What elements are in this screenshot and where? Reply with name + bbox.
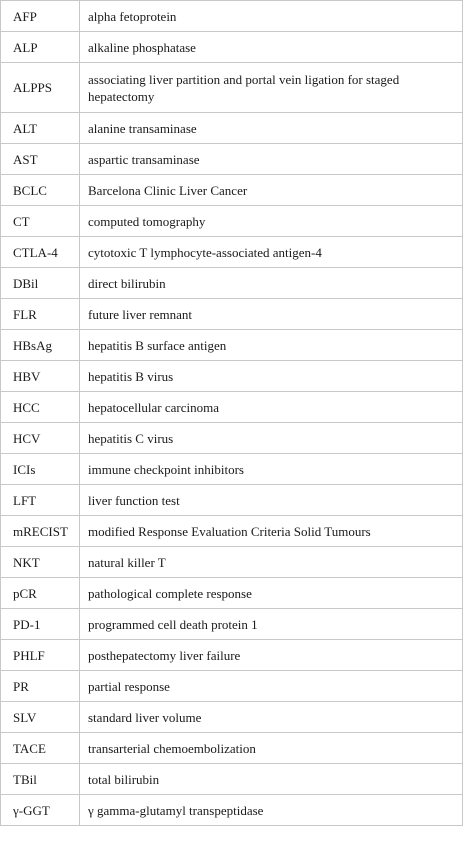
table-row: [1, 206, 463, 237]
definition-cell: Barcelona Clinic Liver Cancer: [80, 175, 463, 206]
table-row: [1, 578, 463, 609]
definition-cell: natural killer T: [80, 547, 463, 578]
abbreviation-cell: TBil: [1, 764, 80, 795]
table-row: [1, 764, 463, 795]
definition-cell: hepatitis C virus: [80, 423, 463, 454]
table-row: [1, 1, 463, 32]
table-row: [1, 702, 463, 733]
definition-cell: liver function test: [80, 485, 463, 516]
abbreviation-cell: HBV: [1, 361, 80, 392]
table-row: [1, 237, 463, 268]
definition-cell: alkaline phosphatase: [80, 32, 463, 63]
table-row: [1, 609, 463, 640]
definition-cell: alpha fetoprotein: [80, 1, 463, 32]
table-row: [1, 516, 463, 547]
definition-cell: hepatitis B virus: [80, 361, 463, 392]
definition-cell: future liver remnant: [80, 299, 463, 330]
abbreviation-cell: DBil: [1, 268, 80, 299]
abbreviation-cell: AFP: [1, 1, 80, 32]
definition-cell: hepatocellular carcinoma: [80, 392, 463, 423]
abbreviation-cell: FLR: [1, 299, 80, 330]
table-row: [1, 299, 463, 330]
definition-cell: immune checkpoint inhibitors: [80, 454, 463, 485]
table-row: [1, 144, 463, 175]
abbreviation-cell: BCLC: [1, 175, 80, 206]
definition-cell: pathological complete response: [80, 578, 463, 609]
definition-cell: aspartic transaminase: [80, 144, 463, 175]
definition-cell: total bilirubin: [80, 764, 463, 795]
definition-cell: alanine transaminase: [80, 113, 463, 144]
table-row: [1, 63, 463, 113]
definition-cell: programmed cell death protein 1: [80, 609, 463, 640]
abbreviation-cell: ICIs: [1, 454, 80, 485]
definition-cell: associating liver partition and portal vein ligation for staged hepatectomy: [80, 63, 463, 113]
abbreviation-cell: SLV: [1, 702, 80, 733]
definition-cell: posthepatectomy liver failure: [80, 640, 463, 671]
abbreviation-cell: ALPPS: [1, 63, 80, 113]
table-row: [1, 175, 463, 206]
table-row: [1, 733, 463, 764]
table-row: [1, 485, 463, 516]
abbreviation-cell: AST: [1, 144, 80, 175]
table-row: [1, 392, 463, 423]
abbreviation-cell: HCV: [1, 423, 80, 454]
abbreviation-cell: TACE: [1, 733, 80, 764]
abbreviation-cell: mRECIST: [1, 516, 80, 547]
definition-cell: partial response: [80, 671, 463, 702]
table-row: [1, 361, 463, 392]
abbreviation-cell: PHLF: [1, 640, 80, 671]
table-row: [1, 268, 463, 299]
abbreviation-cell: HCC: [1, 392, 80, 423]
abbreviation-cell: PR: [1, 671, 80, 702]
abbreviation-cell: HBsAg: [1, 330, 80, 361]
definition-cell: γ gamma-glutamyl transpeptidase: [80, 795, 463, 826]
definition-cell: computed tomography: [80, 206, 463, 237]
definition-cell: direct bilirubin: [80, 268, 463, 299]
abbreviation-cell: ALP: [1, 32, 80, 63]
abbreviation-cell: PD-1: [1, 609, 80, 640]
definition-cell: cytotoxic T lymphocyte-associated antigen-4: [80, 237, 463, 268]
table-row: [1, 547, 463, 578]
definition-cell: standard liver volume: [80, 702, 463, 733]
abbreviation-cell: LFT: [1, 485, 80, 516]
abbreviation-cell: NKT: [1, 547, 80, 578]
table-row: [1, 795, 463, 826]
table-row: [1, 330, 463, 361]
table-row: [1, 423, 463, 454]
table-row: [1, 640, 463, 671]
abbreviation-cell: CTLA-4: [1, 237, 80, 268]
table-row: [1, 113, 463, 144]
definition-cell: hepatitis B surface antigen: [80, 330, 463, 361]
table-row: [1, 454, 463, 485]
abbreviation-cell: ALT: [1, 113, 80, 144]
definition-cell: transarterial chemoembolization: [80, 733, 463, 764]
abbreviations-table-body: [1, 1, 463, 826]
abbreviation-cell: γ-GGT: [1, 795, 80, 826]
abbreviation-cell: pCR: [1, 578, 80, 609]
abbreviation-cell: CT: [1, 206, 80, 237]
table-row: [1, 32, 463, 63]
definition-cell: modified Response Evaluation Criteria Solid Tumours: [80, 516, 463, 547]
table-row: [1, 671, 463, 702]
